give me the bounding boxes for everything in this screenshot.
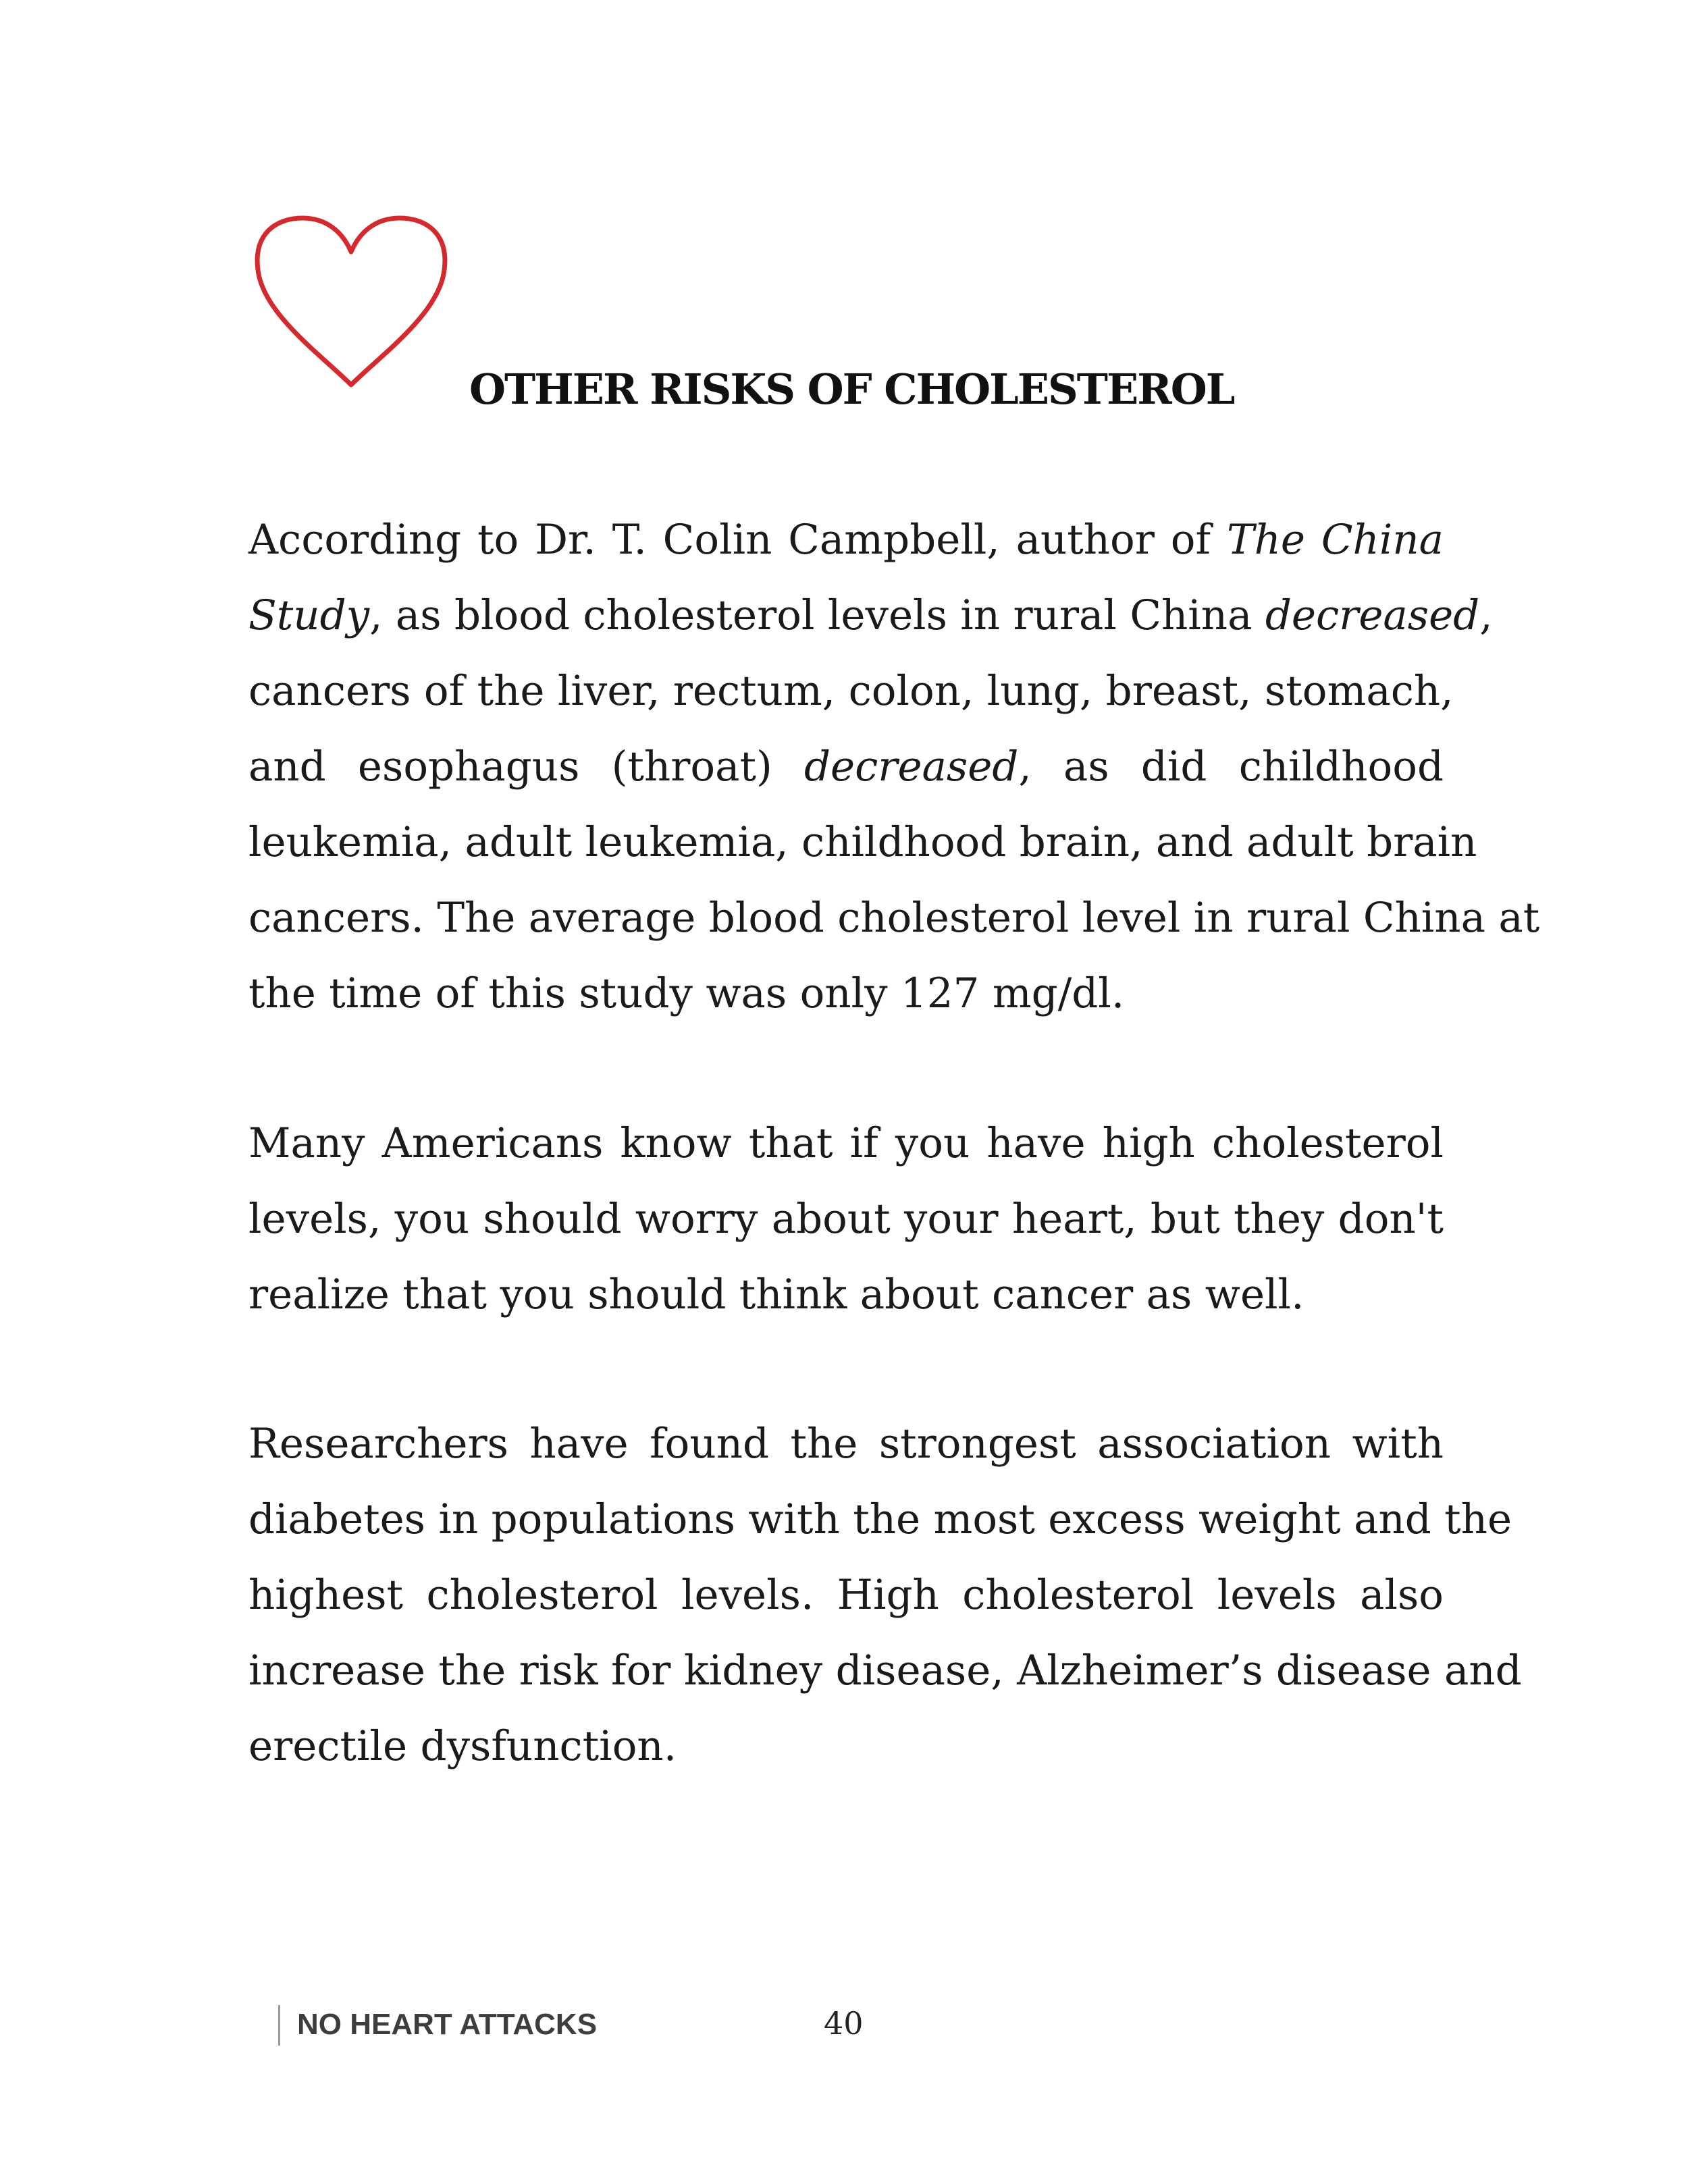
page-number: 40 bbox=[824, 2005, 864, 2042]
paragraph-americans bbox=[248, 1106, 1444, 1333]
paragraph-line: diabetes in populations with the most excess weight and the bbox=[248, 1495, 1512, 1543]
heart-icon bbox=[250, 213, 452, 388]
paragraph-line: Many Americans know that if you have high cholesterol bbox=[248, 1119, 1444, 1167]
paragraph-line: Researchers have found the strongest association with bbox=[248, 1420, 1444, 1468]
book-title-italic: The China bbox=[1226, 516, 1444, 564]
paragraph-line: highest cholesterol levels. High cholesterol levels also bbox=[248, 1571, 1444, 1619]
paragraph-line: cancers. The average blood cholesterol level in rural China at bbox=[248, 894, 1540, 942]
footer-divider bbox=[278, 2005, 280, 2046]
paragraph-researchers bbox=[248, 1406, 1522, 1784]
paragraph-line: increase the risk for kidney disease, Alzheimer’s disease and bbox=[248, 1647, 1522, 1695]
footer-book-title: NO HEART ATTACKS bbox=[297, 2008, 598, 2041]
page-footer bbox=[278, 2005, 953, 2046]
paragraph-line: cancers of the liver, rectum, colon, lung, breast, stomach, bbox=[248, 667, 1454, 715]
paragraph-line: Study, as blood cholesterol levels in rural China decreased, bbox=[248, 591, 1493, 639]
paragraph-line: levels, you should worry about your heart, but they don't bbox=[248, 1195, 1444, 1243]
paragraph-line: leukemia, adult leukemia, childhood brain, and adult brain bbox=[248, 818, 1477, 866]
emphasis-decreased: decreased bbox=[1265, 591, 1480, 639]
paragraph-campbell bbox=[248, 502, 1540, 1032]
heart-outline bbox=[257, 218, 445, 385]
section-heading: OTHER RISKS OF CHOLESTEROL bbox=[469, 365, 1234, 414]
book-title-italic: Study bbox=[248, 591, 370, 639]
paragraph-line: erectile dysfunction. bbox=[248, 1722, 677, 1770]
paragraph-line: According to Dr. T. Colin Campbell, author of The China bbox=[248, 516, 1444, 564]
paragraph-line: the time of this study was only 127 mg/dl. bbox=[248, 969, 1125, 1017]
paragraph-line: realize that you should think about cancer as well. bbox=[248, 1271, 1304, 1319]
emphasis-decreased: decreased bbox=[803, 743, 1019, 791]
paragraph-line: and esophagus (throat) decreased, as did childhood bbox=[248, 743, 1444, 791]
